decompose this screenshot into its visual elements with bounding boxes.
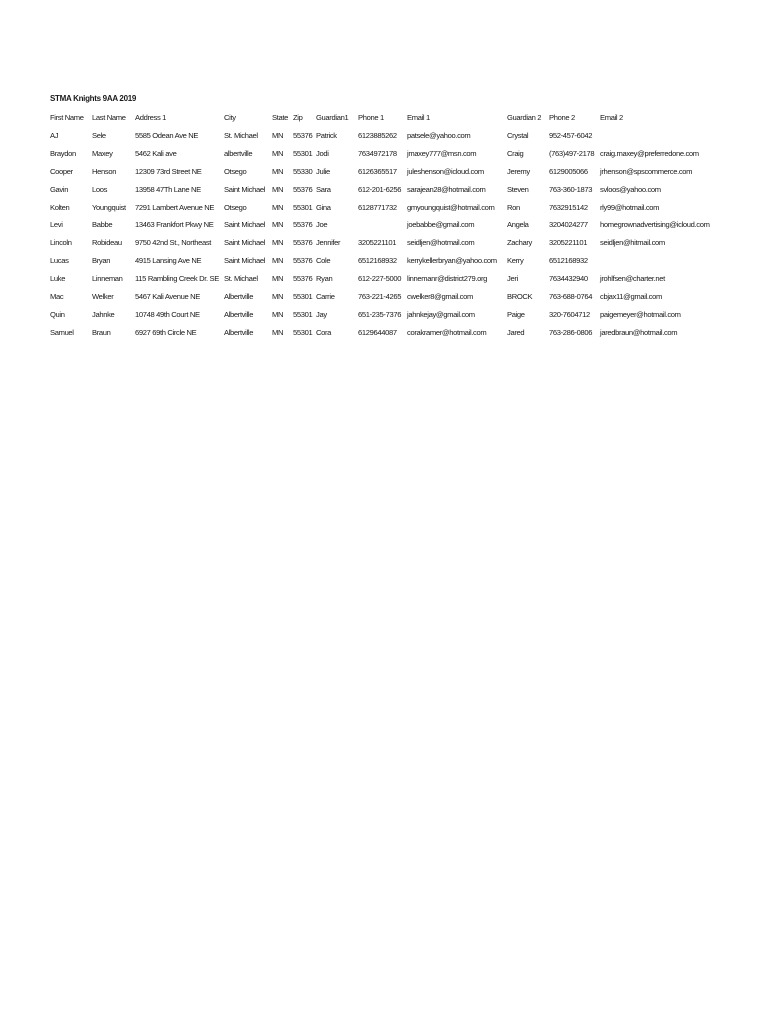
cell-guardian-2: BROCK	[507, 292, 533, 301]
cell-city: Otsego	[224, 202, 247, 212]
cell-email-1: gmyoungquist@hotmail.com	[407, 202, 495, 212]
cell-address-1: 5585 Odean Ave NE	[135, 130, 199, 140]
cell-email-2: homegrownadvertising@icloud.com	[600, 220, 710, 230]
cell-guardian-2: Zachary	[507, 238, 532, 248]
column-header-guardian-1: Guardian1	[316, 113, 349, 122]
cell-phone-2: 763-360-1873	[549, 184, 593, 194]
cell-zip: 55301	[293, 309, 313, 319]
cell-email-1: jmaxey777@msn.com	[407, 148, 477, 158]
cell-first-name: Lincoln	[50, 238, 72, 248]
table-row	[0, 256, 770, 274]
cell-address-1: 9750 42nd St., Northeast	[135, 238, 212, 248]
cell-email-1: corakramer@hotmail.com	[407, 327, 487, 337]
cell-first-name: Samuel	[50, 327, 74, 337]
cell-email-2: jaredbraun@hotmail.com	[600, 327, 678, 337]
cell-guardian-2: Craig	[507, 148, 524, 158]
cell-phone-1: 6123885262	[358, 130, 397, 140]
cell-last-name: Henson	[92, 166, 117, 176]
cell-zip: 55376	[293, 274, 313, 284]
cell-zip: 55376	[293, 130, 313, 140]
cell-address-1: 13958 47Th Lane NE	[135, 184, 201, 194]
cell-state: MN	[272, 274, 284, 284]
cell-first-name: Mac	[50, 292, 64, 301]
cell-guardian-1: Sara	[316, 184, 331, 194]
cell-state: MN	[272, 220, 284, 230]
cell-city: Albertville	[224, 292, 254, 301]
cell-email-2: svloos@yahoo.com	[600, 184, 661, 194]
table-row	[0, 292, 770, 310]
cell-guardian-2: Crystal	[507, 130, 529, 140]
cell-email-1: kerrykellerbryan@yahoo.com	[407, 256, 497, 266]
table-row	[0, 167, 770, 185]
cell-phone-2: 7632915142	[549, 202, 588, 212]
cell-address-1: 13463 Frankfort Pkwy NE	[135, 220, 214, 230]
cell-phone-2: 3205221101	[549, 238, 588, 248]
cell-email-1: cwelker8@gmail.com	[407, 292, 473, 301]
cell-guardian-1: Patrick	[316, 130, 337, 140]
cell-guardian-1: Joe	[316, 220, 328, 230]
cell-phone-2: 320-7604712	[549, 309, 590, 319]
header-row	[0, 113, 770, 131]
cell-first-name: Kolten	[50, 202, 70, 212]
cell-city: Albertville	[224, 309, 254, 319]
cell-phone-2: 3204024277	[549, 220, 588, 230]
cell-last-name: Youngquist	[92, 202, 126, 212]
cell-state: MN	[272, 184, 284, 194]
cell-state: MN	[272, 202, 284, 212]
cell-email-1: jahnkejay@gmail.com	[407, 309, 475, 319]
cell-guardian-1: Cora	[316, 327, 332, 337]
cell-last-name: Sele	[92, 130, 106, 140]
cell-guardian-2: Steven	[507, 184, 529, 194]
cell-phone-1: 6129644087	[358, 327, 397, 337]
cell-guardian-2: Ron	[507, 202, 520, 212]
cell-phone-2: 6512168932	[549, 256, 588, 266]
cell-city: Saint Michael	[224, 238, 266, 248]
cell-last-name: Maxey	[92, 148, 113, 158]
cell-email-1: seidljen@hotmail.com	[407, 238, 475, 248]
cell-last-name: Bryan	[92, 256, 111, 266]
cell-email-1: sarajean28@hotmail.com	[407, 184, 486, 194]
cell-email-2: jrhenson@spscommerce.com	[600, 166, 693, 176]
cell-last-name: Robideau	[92, 238, 122, 248]
cell-email-2: rly99@hotmail.com	[600, 202, 660, 212]
cell-city: St. Michael	[224, 130, 258, 140]
cell-last-name: Babbe	[92, 220, 113, 230]
cell-first-name: Lucas	[50, 256, 69, 266]
table-row	[0, 185, 770, 203]
cell-last-name: Welker	[92, 292, 114, 301]
cell-last-name: Loos	[92, 184, 108, 194]
cell-address-1: 10748 49th Court NE	[135, 309, 200, 319]
cell-phone-2: 6129005066	[549, 166, 588, 176]
column-header-phone-1: Phone 1	[358, 113, 384, 122]
cell-zip: 55376	[293, 220, 313, 230]
cell-first-name: Levi	[50, 220, 63, 230]
cell-email-2: cbjax11@gmail.com	[600, 292, 662, 301]
cell-email-1: joebabbe@gmail.com	[407, 220, 475, 230]
cell-zip: 55301	[293, 148, 313, 158]
cell-phone-1: 612-227-5000	[358, 274, 402, 284]
column-header-last-name: Last Name	[92, 113, 126, 122]
cell-city: St. Michael	[224, 274, 258, 284]
cell-first-name: Cooper	[50, 166, 73, 176]
cell-city: Albertville	[224, 327, 254, 337]
cell-phone-1: 612-201-6256	[358, 184, 402, 194]
cell-phone-2: 763-286-0806	[549, 327, 593, 337]
cell-city: albertville	[224, 148, 253, 158]
cell-address-1: 12309 73rd Street NE	[135, 166, 202, 176]
cell-zip: 55330	[293, 166, 313, 176]
cell-phone-1: 6128771732	[358, 202, 397, 212]
cell-state: MN	[272, 148, 284, 158]
cell-state: MN	[272, 166, 284, 176]
column-header-email-1: Email 1	[407, 113, 430, 122]
cell-first-name: Luke	[50, 274, 66, 284]
cell-guardian-1: Ryan	[316, 274, 333, 284]
column-header-address-1: Address 1	[135, 113, 167, 122]
cell-phone-1: 651-235-7376	[358, 309, 402, 319]
cell-phone-2: 952-457-6042	[549, 130, 593, 140]
table-row	[0, 310, 770, 328]
cell-state: MN	[272, 292, 284, 301]
table-row	[0, 238, 770, 256]
cell-guardian-2: Jared	[507, 327, 525, 337]
cell-phone-2: (763)497-2178	[549, 148, 595, 158]
table-row	[0, 203, 770, 221]
cell-guardian-1: Jodi	[316, 148, 329, 158]
column-header-zip: Zip	[293, 113, 303, 122]
cell-email-2: seidljen@hitmail.com	[600, 238, 665, 248]
cell-last-name: Linneman	[92, 274, 123, 284]
cell-address-1: 5467 Kali Avenue NE	[135, 292, 200, 301]
cell-phone-1: 6126365517	[358, 166, 397, 176]
cell-email-1: juleshenson@icloud.com	[407, 166, 484, 176]
cell-zip: 55376	[293, 184, 313, 194]
cell-zip: 55376	[293, 256, 313, 266]
cell-state: MN	[272, 327, 284, 337]
cell-phone-2: 7634432940	[549, 274, 588, 284]
cell-phone-1: 6512168932	[358, 256, 397, 266]
cell-address-1: 5462 Kali ave	[135, 148, 177, 158]
cell-zip: 55376	[293, 238, 313, 248]
cell-address-1: 4915 Lansing Ave NE	[135, 256, 202, 266]
cell-zip: 55301	[293, 327, 313, 337]
cell-phone-1: 7634972178	[358, 148, 397, 158]
column-header-city: City	[224, 113, 236, 122]
column-header-first-name: First Name	[50, 113, 84, 122]
cell-address-1: 7291 Lambert Avenue NE	[135, 202, 215, 212]
cell-email-2: jrohlfsen@charter.net	[600, 274, 665, 284]
table-row	[0, 220, 770, 238]
cell-phone-1: 763-221-4265	[358, 292, 402, 301]
cell-state: MN	[272, 130, 284, 140]
cell-email-2: craig.maxey@preferredone.com	[600, 148, 699, 158]
cell-first-name: Braydon	[50, 148, 76, 158]
table-row	[0, 149, 770, 167]
cell-first-name: Quin	[50, 309, 65, 319]
table-row	[0, 328, 770, 346]
cell-guardian-1: Julie	[316, 166, 330, 176]
cell-first-name: AJ	[50, 130, 59, 140]
table-row	[0, 274, 770, 292]
column-header-state: State	[272, 113, 288, 122]
cell-state: MN	[272, 238, 284, 248]
cell-last-name: Jahnke	[92, 309, 115, 319]
cell-city: Otsego	[224, 166, 247, 176]
cell-guardian-2: Angela	[507, 220, 529, 230]
cell-city: Saint Michael	[224, 220, 266, 230]
cell-guardian-1: Cole	[316, 256, 331, 266]
cell-guardian-1: Jennifer	[316, 238, 341, 248]
cell-city: Saint Michael	[224, 256, 266, 266]
cell-phone-2: 763-688-0764	[549, 292, 593, 301]
cell-phone-1: 3205221101	[358, 238, 397, 248]
cell-city: Saint Michael	[224, 184, 266, 194]
cell-zip: 55301	[293, 202, 313, 212]
cell-guardian-1: Carrie	[316, 292, 335, 301]
cell-email-2: paigemeyer@hotmail.com	[600, 309, 681, 319]
cell-address-1: 6927 69th Circle NE	[135, 327, 197, 337]
cell-state: MN	[272, 309, 284, 319]
cell-email-1: patsele@yahoo.com	[407, 130, 471, 140]
cell-guardian-2: Kerry	[507, 256, 524, 266]
column-header-phone-2: Phone 2	[549, 113, 575, 122]
cell-last-name: Braun	[92, 327, 111, 337]
cell-guardian-1: Jay	[316, 309, 327, 319]
table-row	[0, 131, 770, 149]
column-header-email-2: Email 2	[600, 113, 623, 122]
cell-first-name: Gavin	[50, 184, 69, 194]
cell-guardian-2: Jeremy	[507, 166, 530, 176]
cell-guardian-1: Gina	[316, 202, 331, 212]
cell-address-1: 115 Rambling Creek Dr. SE	[135, 274, 219, 284]
cell-guardian-2: Paige	[507, 309, 525, 319]
cell-state: MN	[272, 256, 284, 266]
column-header-guardian-2: Guardian 2	[507, 113, 542, 122]
cell-zip: 55301	[293, 292, 313, 301]
cell-guardian-2: Jeri	[507, 274, 518, 284]
sheet-title: STMA Knights 9AA 2019	[50, 94, 137, 103]
cell-email-1: linnemanr@district279.org	[407, 274, 487, 284]
